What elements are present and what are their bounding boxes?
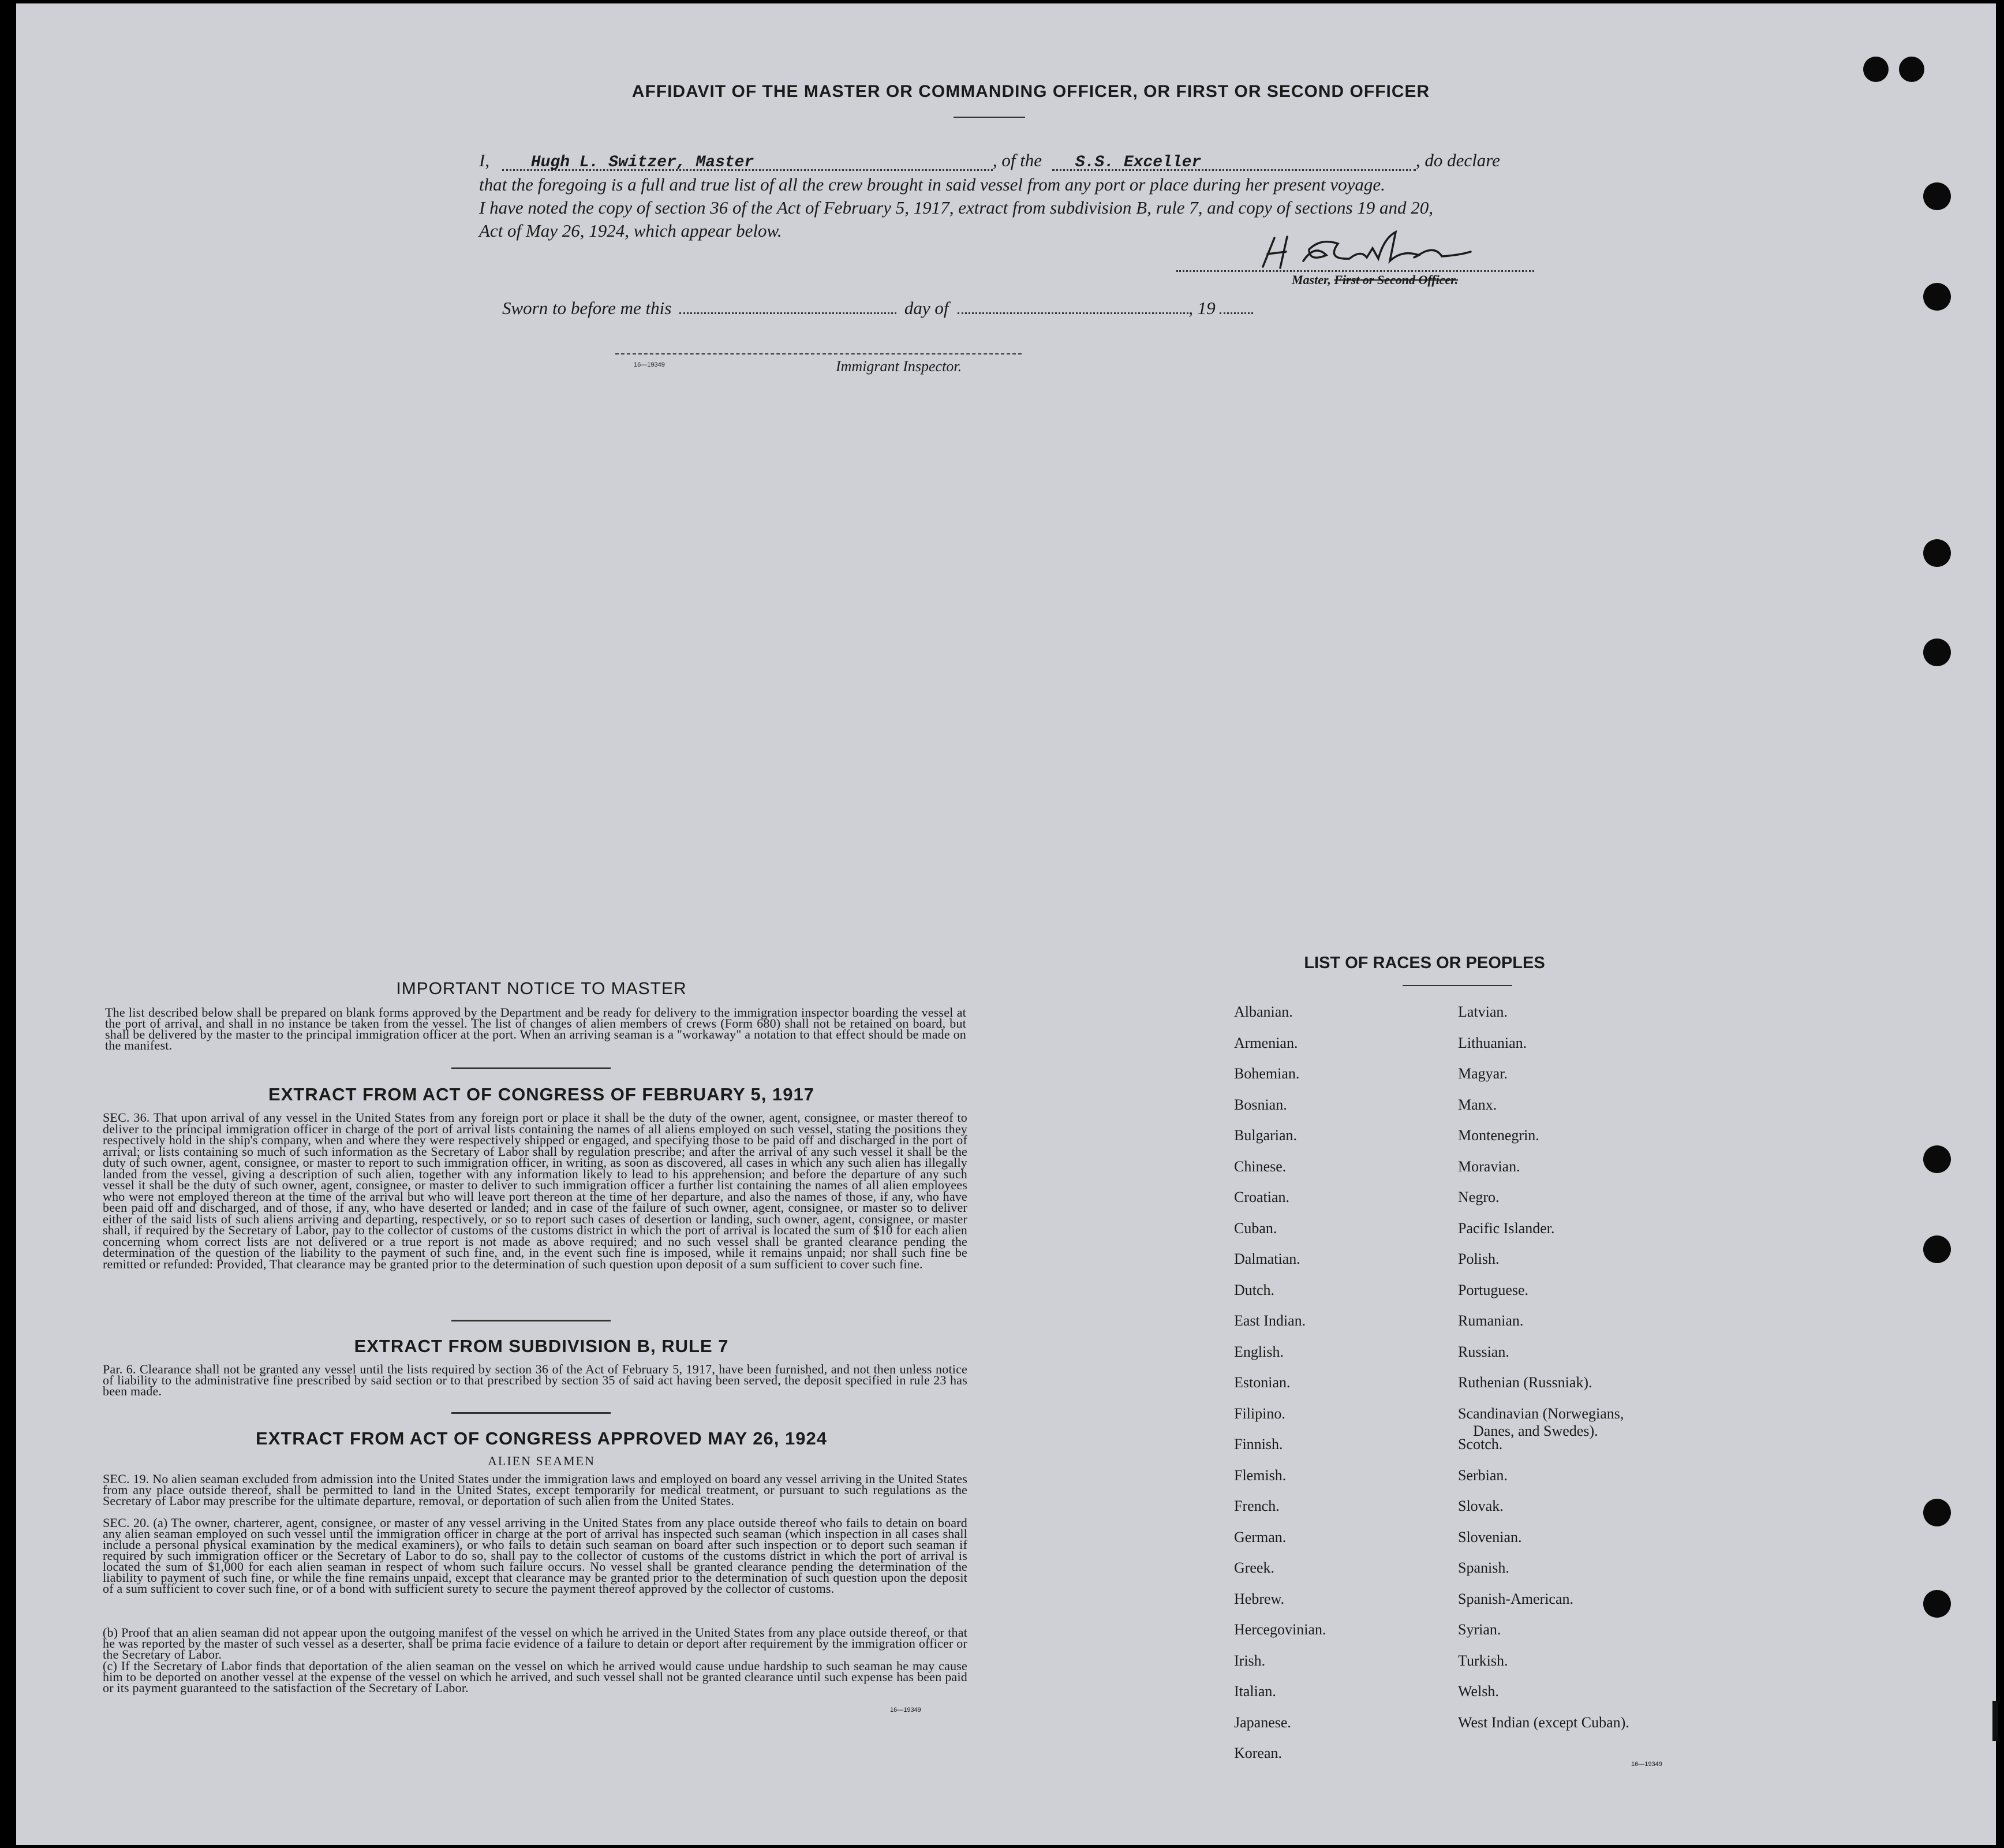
sworn-day-field[interactable] xyxy=(679,312,896,314)
races-heading: LIST OF RACES OR PEOPLES xyxy=(1304,954,1545,972)
rule7-heading: EXTRACT FROM SUBDIVISION B, RULE 7 xyxy=(354,1336,729,1356)
master-name-field[interactable] xyxy=(502,148,993,171)
race-item: Italian. xyxy=(1234,1683,1276,1700)
race-item: English. xyxy=(1234,1343,1284,1360)
race-item: German. xyxy=(1234,1528,1287,1545)
race-item: Danes, and Swedes). xyxy=(1473,1422,1598,1439)
race-item: Turkish. xyxy=(1458,1652,1508,1669)
race-item: Finnish. xyxy=(1234,1436,1283,1453)
race-item: Manx. xyxy=(1458,1096,1497,1113)
punch-hole xyxy=(1923,283,1951,311)
race-item: Albanian. xyxy=(1234,1003,1293,1020)
sec20a-body: SEC. 20. (a) The owner, charterer, agent, consignee, or master of any vessel arriving in the United States from any place outside thereof who fails to detain on board any alien seaman employed on such vessel until the immigration officer in charge at the port of arrival has inspected such seaman (which inspection in all cases shall include a personal physical examination by the medical examiners), or who fails to detain such seaman on board after such inspection or to deport such seaman if required by such immigration officer or the Secretary of Labor to do so, shall pay to the collector of customs of the customs district in which the port of arrival is located the sum of $1,000 for each alien seaman in respect of whom such failure occurs. No vessel shall be granted clearance pending the determination of the liability to payment of such fine, or while the fine remains unpaid, except that clearance may be granted prior to the determination of such question upon the deposit of a sum sufficient to cover such fine, or of a bond with sufficient surety to secure the payment thereof approved by the collector of customs. xyxy=(103,1515,967,1596)
race-item: Ruthenian (Russniak). xyxy=(1458,1374,1592,1391)
sworn-year-field[interactable] xyxy=(1220,312,1253,314)
race-item: Rumanian. xyxy=(1458,1312,1524,1329)
do-declare-label: , do declare xyxy=(1415,150,1500,170)
extract-1917-body: SEC. 36. That upon arrival of any vessel in the United States from any foreign port or place it shall be the duty of the owner, agent, consignee, or master thereof to deliver to the principal immigration officer in charge of the port of arrival lists containing the names of all aliens employed on such vessel, stating the positions they respectively hold in the ship's company, when and where they were respectively shipped or engaged, and specifying those to be paid off and discharged in the port of arrival; or lists containing so much of such information as the Secretary of Labor shall by regulation prescribe; and after the arrival of any such vessel it shall be the duty of such owner, agent, consignee, or master to report to such immigration officer, in writing, as soon as discovered, all cases in which any such alien has illegally landed from the vessel, giving a description of such alien, together with any information likely to lead to his apprehension; and before the departure of any such vessel it shall be the duty of such owner, agent, consignee, or master to deliver to such immigration officer a further list containing the names of all alien employees who were not employed thereon at the time of the arrival but who will leave port thereon at the time of her departure, and also the names of those, if any, who have been paid off and discharged, and of those, if any, who have deserted or landed; and in case of the failure of such owner, agent, consignee, or master so to deliver either of the said lists of such aliens arriving and departing, respectively, or so to report such cases of desertion or landing, such owner, agent, consignee, or master shall, if required by the Secretary of Labor, pay to the collector of customs of the customs district in which the port of arrival is located the sum of $10 for each alien concerning whom correct lists are not delivered or a true report is not made as above required; and no such vessel shall be granted clearance pending the determination of the question of the liability to the payment of such fine, and, in the event such fine is imposed, while it remains unpaid; nor shall such fine be remitted or refunded: Provided, That clearance may be granted prior to the determination of such question upon deposit of a sum sufficient to cover such fine. xyxy=(103,1110,967,1271)
race-item: Hercegovinian. xyxy=(1234,1621,1326,1638)
race-item: Japanese. xyxy=(1234,1713,1291,1731)
affidavit-line-4: Act of May 26, 1924, which appear below. xyxy=(479,221,782,241)
year-label: , 19 xyxy=(1188,298,1216,318)
race-item: Filipino. xyxy=(1234,1405,1285,1422)
rule7-body: Par. 6. Clearance shall not be granted any vessel until the lists required by section 36 of the Act of February 5, 1917, have been furnished, and not then unless notice of liability to the administrative fine prescribed by said section or to that prescribed by section 35 of said act having been served, the deposit specified in rule 23 has been made. xyxy=(103,1362,967,1398)
inspector-label: Immigrant Inspector. xyxy=(836,358,962,375)
punch-hole xyxy=(1923,182,1951,210)
sec20b-body: (b) Proof that an alien seaman did not appear upon the outgoing manifest of the vessel on which he arrived in the United States from any place outside thereof, or that he was reported by the master of such vessel as a deserter, shall be prima facie evidence of a failure to detain or deport after requirement by the immigration officer or the Secretary of Labor. xyxy=(103,1625,967,1662)
sworn-month-field[interactable] xyxy=(958,312,1188,314)
race-item: Scotch. xyxy=(1458,1436,1503,1453)
race-item: Korean. xyxy=(1234,1745,1283,1761)
race-item: East Indian. xyxy=(1234,1312,1306,1329)
notice-rule xyxy=(451,1067,611,1069)
race-item: Chinese. xyxy=(1234,1158,1287,1175)
race-item: Dutch. xyxy=(1234,1281,1275,1298)
sec20c-body: (c) If the Secretary of Labor finds that deportation of the alien seaman on the vessel on which he arrived would cause undue hardship to such seaman he may cause him to be deported on another vessel at the expense of the vessel on which he arrived, and such vessel shall not be granted clearance until such expense has been paid or its payment guaranteed to the satisfaction of the Secretary of Labor. xyxy=(103,1659,967,1695)
race-item: Lithuanian. xyxy=(1458,1034,1527,1051)
punch-hole xyxy=(1863,57,1889,82)
signature-caption: Master, First or Second Officer. xyxy=(1292,272,1459,287)
rule7-rule xyxy=(451,1412,611,1414)
race-item: Moravian. xyxy=(1458,1158,1520,1175)
punch-hole xyxy=(1923,1590,1951,1618)
affidavit-line-2: that the foregoing is a full and true list of all the crew brought in said vessel from any port or place during her present voyage. xyxy=(479,174,1385,195)
race-item: Bohemian. xyxy=(1234,1065,1300,1082)
punch-hole xyxy=(1923,1145,1951,1173)
race-item: Dalmatian. xyxy=(1234,1250,1300,1267)
race-item: Bulgarian. xyxy=(1234,1127,1298,1144)
race-item: Syrian. xyxy=(1458,1621,1501,1638)
race-item: Slovak. xyxy=(1458,1498,1504,1514)
sec19-body: SEC. 19. No alien seaman excluded from admission into the United States under the immigration laws and employed on board any vessel arriving in the United States from any place outside thereof, shall be permitted to land in the United States, except temporarily for medical treatment, or pursuant to such regulations as the Secretary of Labor may prescribe for the ultimate departure, removal, or deportation of such alien from the United States. xyxy=(103,1472,967,1508)
title-rule xyxy=(954,117,1025,118)
extract-1917-heading: EXTRACT FROM ACT OF CONGRESS OF FEBRUARY 5, 1917 xyxy=(268,1084,814,1104)
form-number-middle: 16—19349 xyxy=(890,1707,921,1713)
notice-body: The list described below shall be prepared on blank forms approved by the Department and be ready for delivery to the immigration inspector boarding the vessel at the port of arrival, and shall in no instance be taken from the vessel. The list of changes of alien members of crews (Form 680) shall not be retained on board, but shall be delivered by the master to the principal immigration officer at the port. When an arriving seaman is a "workaway" a notation to that effect should be made on the manifest. xyxy=(105,1005,966,1052)
races-rule xyxy=(1403,985,1512,986)
race-item: Estonian. xyxy=(1234,1374,1291,1391)
affidavit-title: AFFIDAVIT OF THE MASTER OR COMMANDING OFFICER, OR FIRST OR SECOND OFFICER xyxy=(631,82,1430,101)
punch-hole xyxy=(1923,1235,1951,1263)
affidavit-line-3: I have noted the copy of section 36 of the Act of February 5, 1917, extract from subdivision B, rule 7, and copy of sections 19 and 20, xyxy=(479,197,1434,218)
handwritten-signature xyxy=(1251,226,1505,272)
extract-1917-rule xyxy=(451,1320,611,1321)
punch-hole xyxy=(1899,57,1924,82)
form-number-top: 16—19349 xyxy=(634,361,665,368)
race-item: Welsh. xyxy=(1458,1683,1499,1700)
race-item: Montenegrin. xyxy=(1458,1127,1539,1144)
race-item: French. xyxy=(1234,1498,1280,1514)
vessel-name-value: S.S. Exceller xyxy=(1075,154,1202,171)
torn-edge xyxy=(1992,1701,1998,1741)
race-item: Spanish-American. xyxy=(1458,1590,1574,1607)
race-item: Armenian. xyxy=(1234,1034,1298,1051)
punch-hole xyxy=(1923,639,1951,666)
race-item: Pacific Islander. xyxy=(1458,1219,1555,1237)
notice-heading: IMPORTANT NOTICE TO MASTER xyxy=(396,979,687,998)
i-label: I, xyxy=(479,150,490,170)
race-item: Bosnian. xyxy=(1234,1096,1287,1113)
race-item: West Indian (except Cuban). xyxy=(1458,1713,1629,1731)
race-item: Polish. xyxy=(1458,1250,1500,1267)
race-item: Slovenian. xyxy=(1458,1528,1522,1545)
inspector-line[interactable] xyxy=(615,353,1022,354)
affidavit-line-1 xyxy=(479,150,1500,173)
sworn-line xyxy=(502,298,1253,319)
race-item: Portuguese. xyxy=(1458,1281,1529,1298)
signature-field[interactable] xyxy=(1176,234,1534,287)
race-item: Latvian. xyxy=(1458,1003,1508,1020)
vessel-name-field[interactable] xyxy=(1052,148,1416,171)
race-item: Greek. xyxy=(1234,1559,1275,1576)
race-item: Spanish. xyxy=(1458,1559,1509,1576)
of-the-label: , of the xyxy=(992,150,1042,170)
master-name-value: Hugh L. Switzer, Master xyxy=(530,154,754,171)
race-item: Cuban. xyxy=(1234,1219,1277,1237)
alien-seamen-subheading: ALIEN SEAMEN xyxy=(488,1454,595,1468)
extract-1924-heading: EXTRACT FROM ACT OF CONGRESS APPROVED MAY 26, 1924 xyxy=(256,1428,827,1448)
race-item: Flemish. xyxy=(1234,1466,1287,1484)
race-item: Russian. xyxy=(1458,1343,1509,1360)
form-number-bottom: 16—19349 xyxy=(1631,1761,1662,1768)
sworn-label: Sworn to before me this xyxy=(502,298,672,318)
race-item: Croatian. xyxy=(1234,1189,1290,1205)
race-item: Irish. xyxy=(1234,1652,1266,1669)
race-item: Serbian. xyxy=(1458,1466,1508,1484)
race-item: Hebrew. xyxy=(1234,1590,1285,1607)
day-of-label: day of xyxy=(904,298,949,318)
punch-hole xyxy=(1923,539,1951,567)
punch-hole xyxy=(1923,1499,1951,1526)
form-sheet xyxy=(16,3,1996,1845)
race-item: Negro. xyxy=(1458,1189,1500,1205)
race-item: Magyar. xyxy=(1458,1065,1508,1082)
race-item: Scandinavian (Norwegians, xyxy=(1458,1405,1624,1422)
